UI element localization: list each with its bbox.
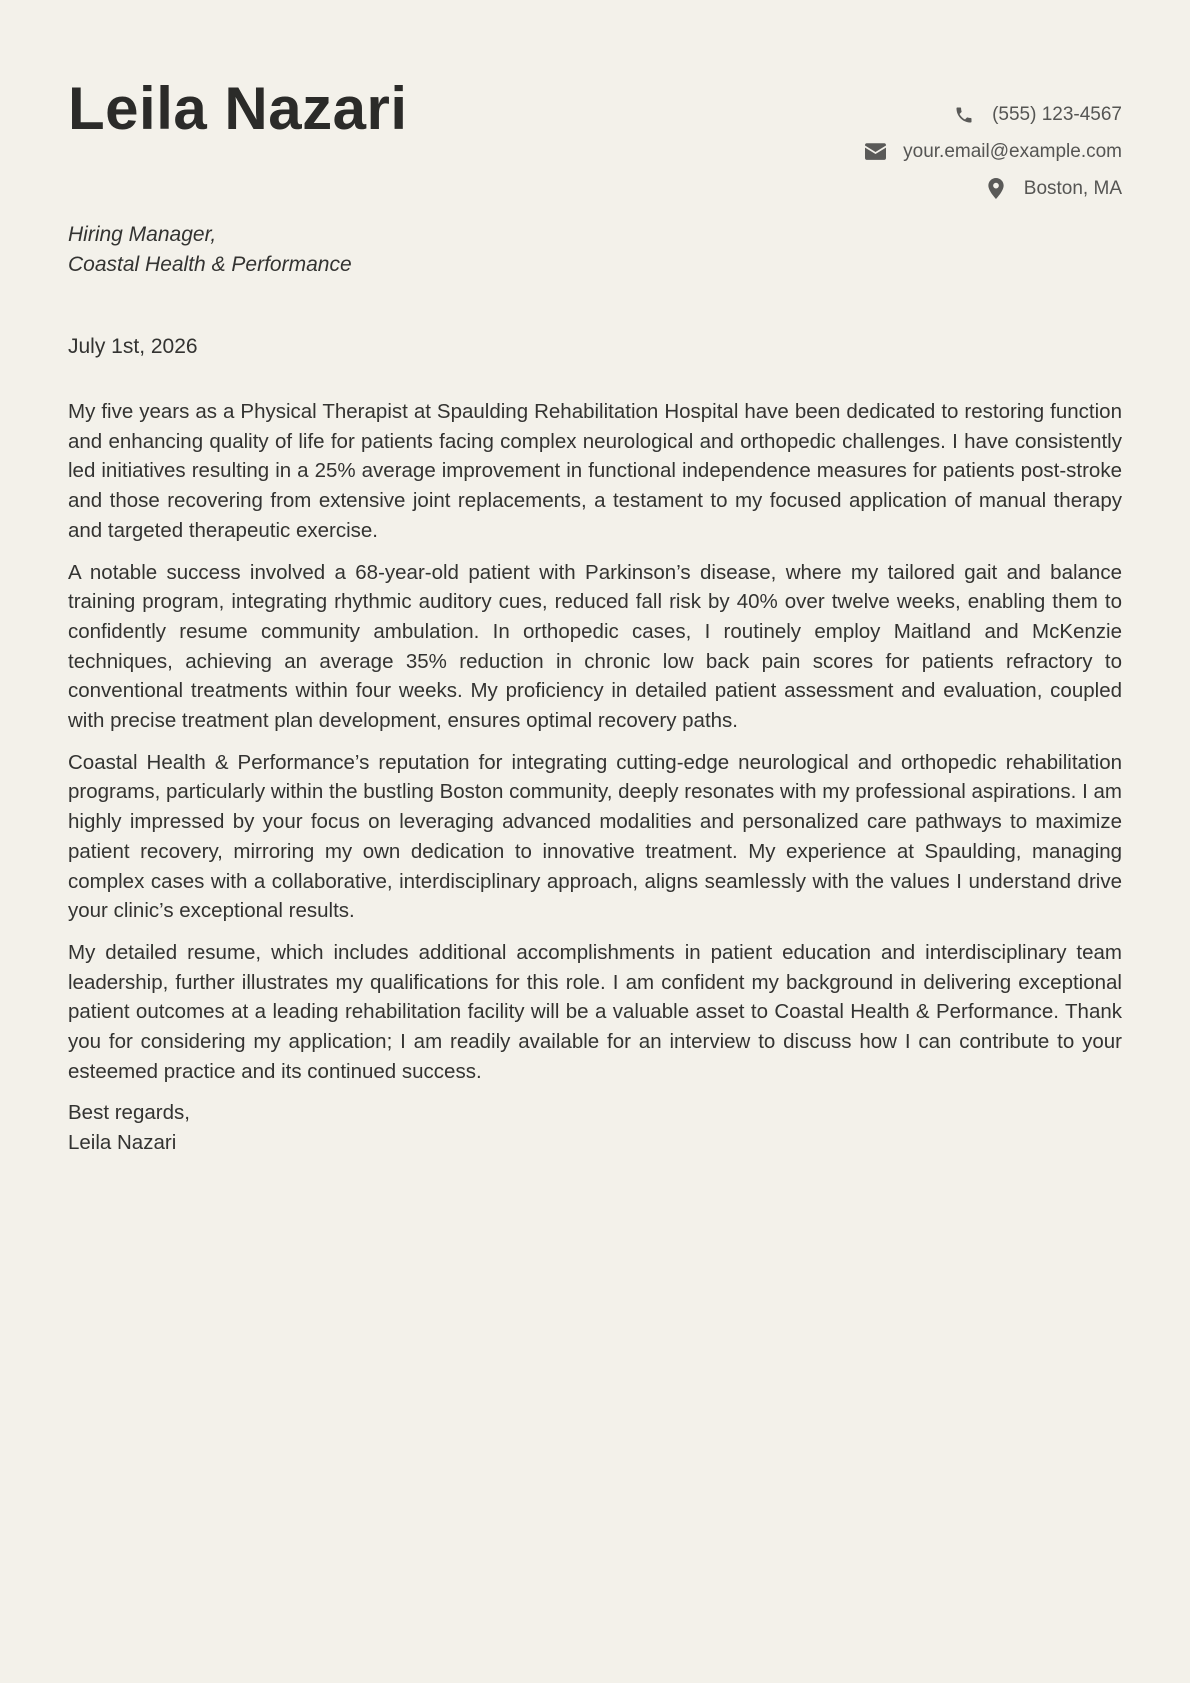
contact-location: Boston, MA [1023, 177, 1122, 199]
cover-letter-page [68, 0, 1122, 1683]
map-pin-icon [984, 177, 1008, 201]
body-paragraph: My five years as a Physical Therapist at Spaulding Rehabilitation Hospital have been dedicated to restoring function and enhancing quality of life for patients facing complex neurological and orthopedic challenges. I have consistently led initiatives resulting in a 25% average improvement in functional independence measures for patients post-stroke and those recovering from extensive joint replacements, a testament to my focused application of manual therapy and targeted therapeutic exercise. [68, 400, 1122, 542]
contact-location-row [863, 170, 1122, 207]
recipient-title: Hiring Manager, [68, 223, 217, 246]
closing-block [68, 1098, 1122, 1157]
body-paragraph: My detailed resume, which includes additional accomplishments in patient education and interdisciplinary team leadership, further illustrates my qualifications for this role. I am confident my background in delivering exceptional patient outcomes at a leading rehabilitation facility will be a valuable asset to Coastal Health & Performance. Thank you for considering my application; I am readily available for an interview to discuss how I can contribute to your esteemed practice and its continued success. [68, 940, 1122, 1083]
closing-signature: Leila Nazari [68, 1131, 177, 1155]
recipient-block [68, 220, 352, 280]
contact-phone-row [863, 96, 1122, 133]
contact-phone: (555) 123-4567 [992, 103, 1122, 125]
closing-salutation: Best regards, [68, 1101, 190, 1125]
contact-block [863, 96, 1122, 207]
applicant-name: Leila Nazari [68, 75, 408, 142]
letter-body [68, 397, 1122, 1158]
letter-date: July 1st, 2026 [68, 335, 198, 358]
contact-email: your.email@example.com [903, 140, 1122, 162]
recipient-company: Coastal Health & Performance [68, 253, 352, 276]
contact-email-row [863, 133, 1122, 170]
phone-icon [952, 103, 976, 127]
body-paragraph: A notable success involved a 68-year-old patient with Parkinson’s disease, where my tailored gait and balance training program, integrating rhythmic auditory cues, reduced fall risk by 40% over twelve weeks, enabling them to confidently resume community ambulation. In orthopedic cases, I routinely employ Maitland and McKenzie techniques, achieving an average 35% reduction in chronic low back pain scores for patients refractory to conventional treatments within four weeks. My proficiency in detailed patient assessment and evaluation, coupled with precise treatment plan development, ensures optimal recovery paths. [68, 560, 1122, 733]
envelope-icon [863, 140, 887, 164]
body-paragraph: Coastal Health & Performance’s reputation for integrating cutting-edge neurological and orthopedic rehabilitation programs, particularly within the bustling Boston community, deeply resonates with my professional aspirations. I am highly impressed by your focus on leveraging advanced modalities and personalized care pathways to maximize patient recovery, mirroring my own dedication to innovative treatment. My experience at Spaulding, managing complex cases with a collaborative, interdisciplinary approach, aligns seamlessly with the values I understand drive your clinic’s exceptional results. [68, 750, 1122, 923]
